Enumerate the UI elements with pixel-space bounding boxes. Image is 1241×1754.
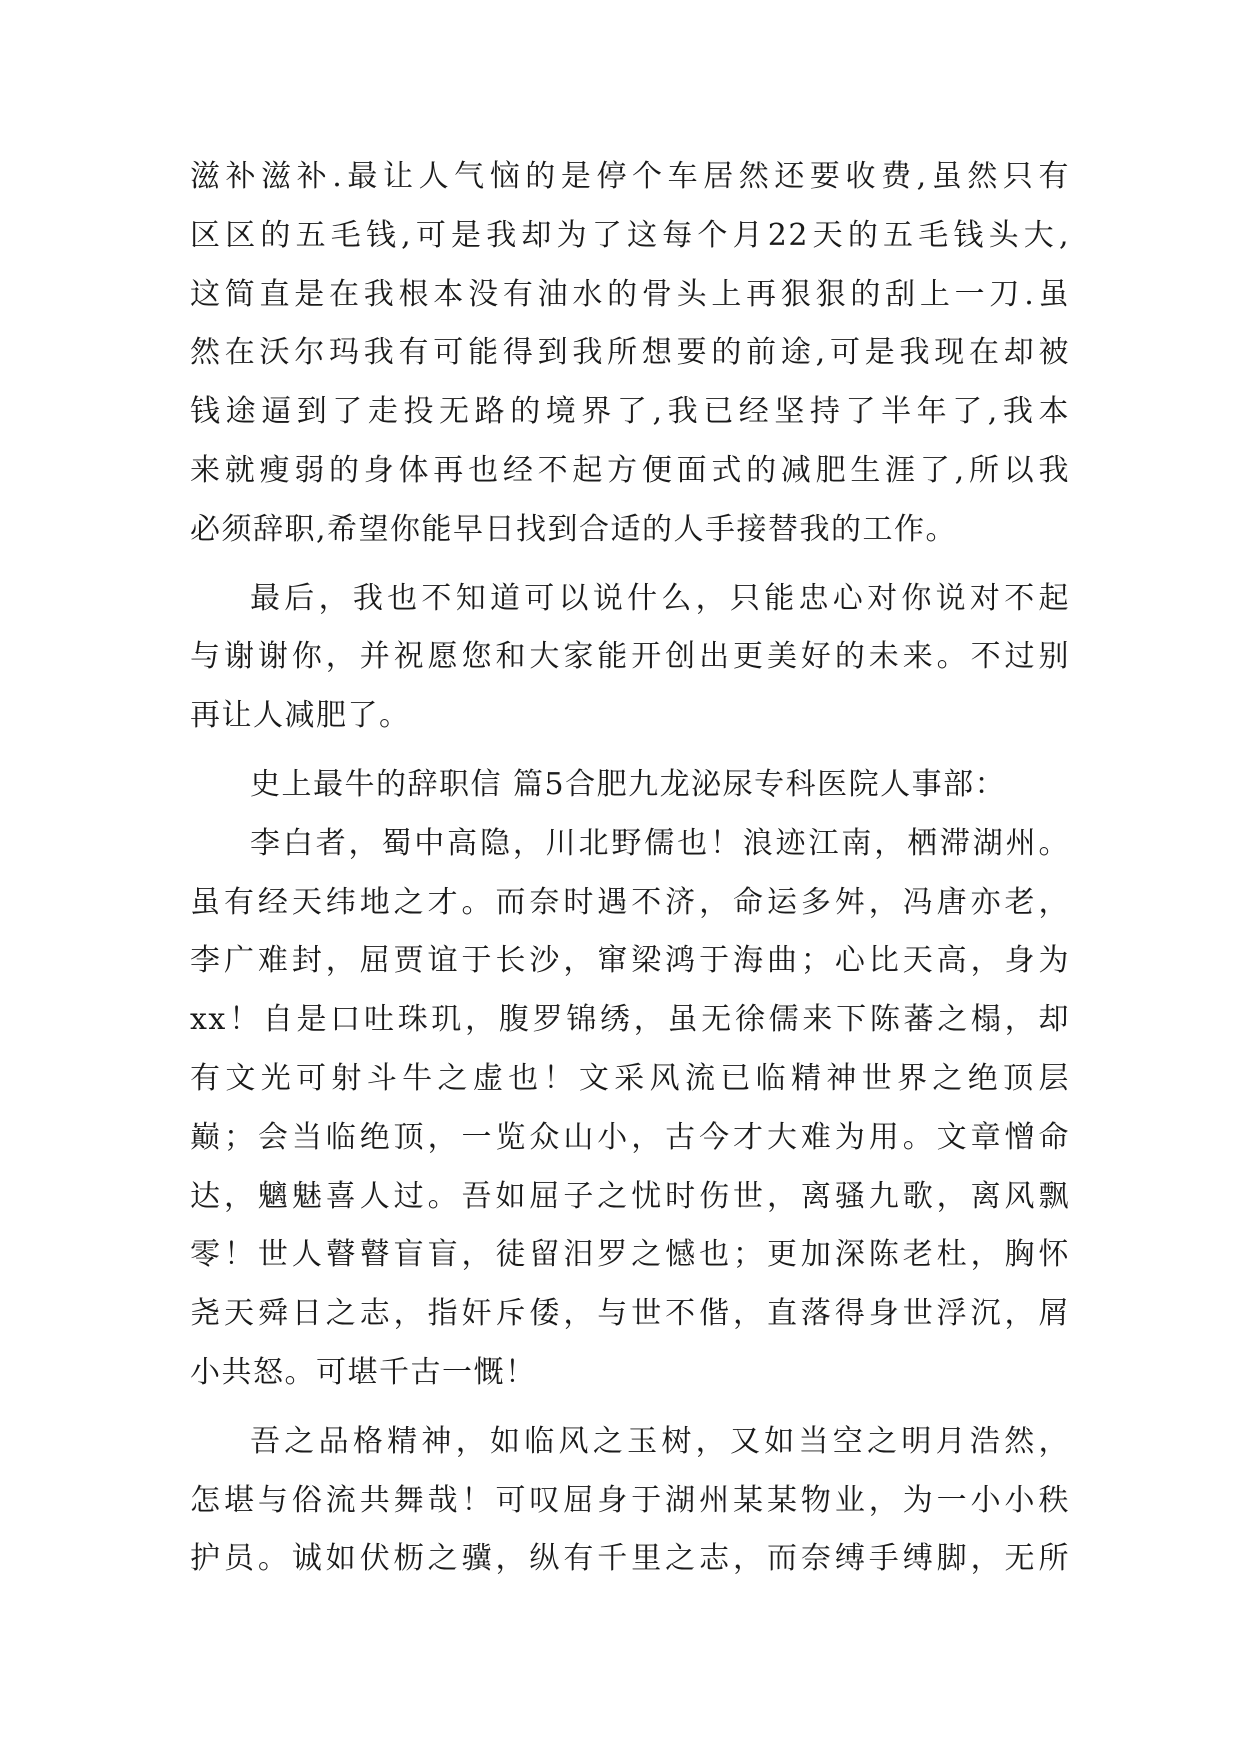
text-line: 小共怒。可堪千古一慨！ xyxy=(190,1354,537,1390)
text-line: 必须辞职,希望你能早日找到合适的人手接替我的工作。 xyxy=(190,511,958,547)
paragraph-2 xyxy=(190,570,1070,746)
text-line: 李广难封，屈贾谊于长沙，窜梁鸿于海曲；心比天高，身为 xyxy=(190,943,1070,979)
text-line: 怎堪与俗流共舞哉！可叹屈身于湖州某某物业，为一小小秩 xyxy=(190,1482,1070,1518)
paragraph-1 xyxy=(190,148,1070,560)
paragraph-3-heading xyxy=(190,756,1070,815)
text-line: 李白者，蜀中高隐，川北野儒也！浪迹江南，栖滞湖州。 xyxy=(250,825,1070,861)
text-line: 达，魑魅喜人过。吾如屈子之忧时伤世，离骚九歌，离风飘 xyxy=(190,1178,1070,1214)
section-heading-line: 史上最牛的辞职信 篇5合肥九龙泌尿专科医院人事部： xyxy=(250,766,1007,802)
paragraph-gap xyxy=(190,746,1070,756)
text-line: 再让人减肥了。 xyxy=(190,698,411,734)
text-line: 虽有经天纬地之才。而奈时遇不济，命运多舛，冯唐亦老， xyxy=(190,884,1070,920)
text-line: 钱途逼到了走投无路的境界了,我已经坚持了半年了,我本 xyxy=(190,394,1070,430)
text-line: 最后，我也不知道可以说什么，只能忠心对你说对不起 xyxy=(250,580,1070,616)
text-line: 护员。诚如伏枥之骥，纵有千里之志，而奈缚手缚脚，无所 xyxy=(190,1541,1070,1577)
document-body xyxy=(190,148,1070,1589)
paragraph-5 xyxy=(190,1413,1070,1589)
text-line: 与谢谢你，并祝愿您和大家能开创出更美好的未来。不过别 xyxy=(190,639,1070,675)
text-line: 区区的五毛钱,可是我却为了这每个月22天的五毛钱头大, xyxy=(190,217,1070,253)
text-line: 有文光可射斗牛之虚也！文采风流已临精神世界之绝顶层 xyxy=(190,1060,1070,1096)
text-line: 这简直是在我根本没有油水的骨头上再狠狠的刮上一刀.虽 xyxy=(190,276,1070,312)
text-line: 零！世人瞽瞽盲盲，徒留汨罗之憾也；更加深陈老杜，胸怀 xyxy=(190,1237,1070,1273)
paragraph-gap xyxy=(190,560,1070,570)
text-line: 滋补滋补.最让人气恼的是停个车居然还要收费,虽然只有 xyxy=(190,159,1070,194)
paragraph-gap xyxy=(190,1403,1070,1413)
text-line: 然在沃尔玛我有可能得到我所想要的前途,可是我现在却被 xyxy=(190,335,1070,371)
paragraph-4 xyxy=(190,815,1070,1403)
text-line: 吾之品格精神，如临风之玉树，又如当空之明月浩然， xyxy=(250,1423,1070,1459)
text-line: 来就瘦弱的身体再也经不起方便面式的减肥生涯了,所以我 xyxy=(190,452,1070,488)
text-line: 巅；会当临绝顶，一览众山小，古今才大难为用。文章憎命 xyxy=(190,1119,1070,1155)
text-line: 尧天舜日之志，指奸斥倭，与世不偕，直落得身世浮沉，屑 xyxy=(190,1296,1070,1332)
text-line: xx！自是口吐珠玑，腹罗锦绣，虽无徐儒来下陈蕃之榻，却 xyxy=(190,1002,1070,1038)
